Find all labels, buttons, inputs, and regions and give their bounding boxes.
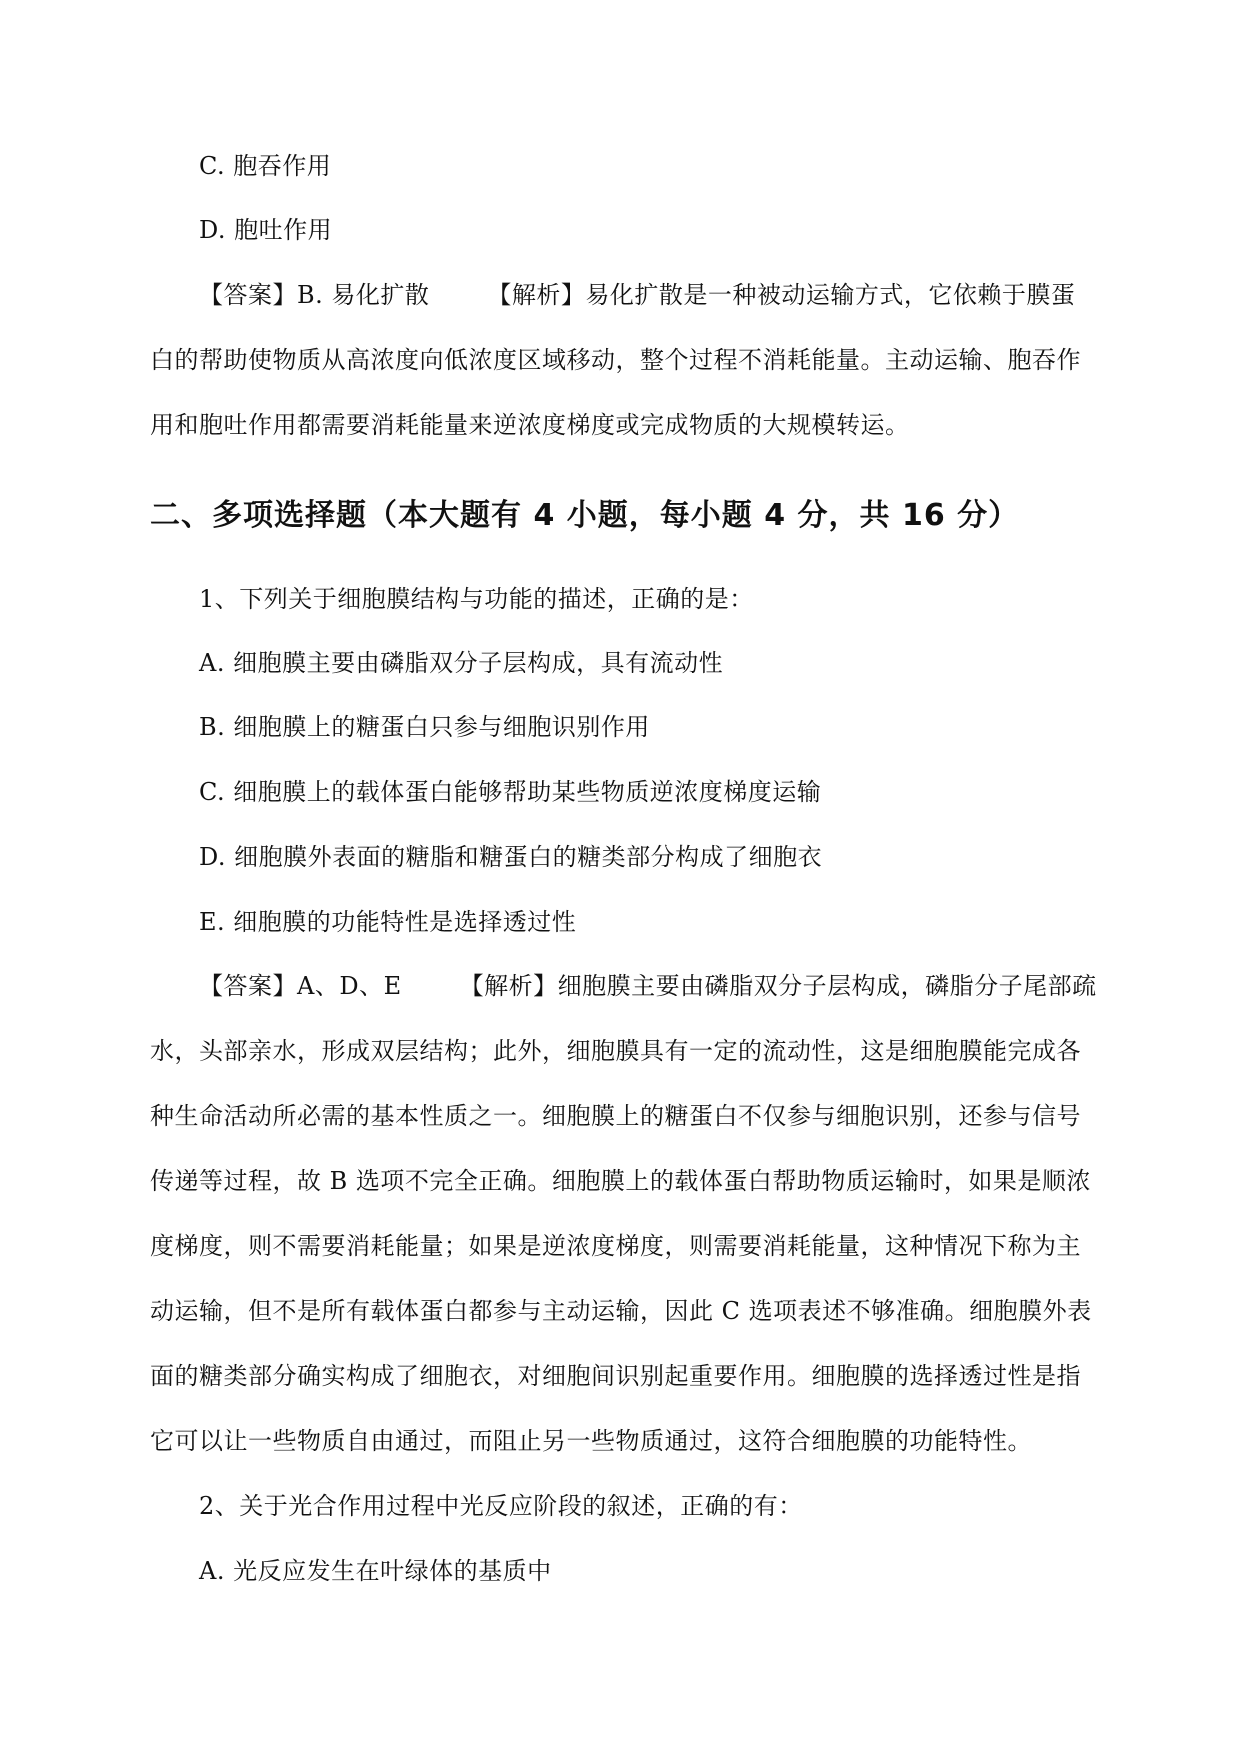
prev-option-d: D. 胞吐作用 bbox=[199, 216, 333, 244]
q1-option-d: D. 细胞膜外表面的糖脂和糖蛋白的糖类部分构成了细胞衣 bbox=[199, 843, 823, 871]
prev-answer-label: 【答案】B. 易化扩散 bbox=[199, 281, 430, 309]
q1-option-c: C. 细胞膜上的载体蛋白能够帮助某些物质逆浓度梯度运输 bbox=[199, 778, 822, 806]
prev-analysis-line-2: 白的帮助使物质从高浓度向低浓度区域移动，整个过程不消耗能量。主动运输、胞吞作 bbox=[150, 346, 1081, 374]
q1-analysis-line-8: 它可以让一些物质自由通过，而阻止另一些物质通过，这符合细胞膜的功能特性。 bbox=[150, 1427, 1032, 1455]
q1-analysis-line-3: 种生命活动所必需的基本性质之一。细胞膜上的糖蛋白不仅参与细胞识别，还参与信号 bbox=[150, 1102, 1081, 1130]
prev-option-c: C. 胞吞作用 bbox=[199, 152, 332, 180]
q1-option-e: E. 细胞膜的功能特性是选择透过性 bbox=[199, 908, 577, 936]
q1-analysis-line-2: 水，头部亲水，形成双层结构；此外，细胞膜具有一定的流动性，这是细胞膜能完成各 bbox=[150, 1037, 1081, 1065]
q1-answer-analysis bbox=[199, 970, 1139, 1002]
q1-analysis-line-5: 度梯度，则不需要消耗能量；如果是逆浓度梯度，则需要消耗能量，这种情况下称为主 bbox=[150, 1232, 1081, 1260]
prev-analysis-line-3: 用和胞吐作用都需要消耗能量来逆浓度梯度或完成物质的大规模转运。 bbox=[150, 411, 910, 439]
q1-stem: 1、下列关于细胞膜结构与功能的描述，正确的是： bbox=[199, 585, 754, 613]
q2-stem: 2、关于光合作用过程中光反应阶段的叙述，正确的有： bbox=[199, 1492, 803, 1520]
q1-option-a: A. 细胞膜主要由磷脂双分子层构成，具有流动性 bbox=[199, 649, 724, 677]
q1-analysis-line-6: 动运输，但不是所有载体蛋白都参与主动运输，因此 C 选项表述不够准确。细胞膜外表 bbox=[150, 1297, 1092, 1325]
prev-answer-analysis bbox=[199, 279, 1139, 311]
q1-answer-label: 【答案】A、D、E bbox=[199, 972, 402, 1000]
q1-analysis-line-1: 【解析】细胞膜主要由磷脂双分子层构成，磷脂分子尾部疏 bbox=[459, 972, 1097, 1000]
prev-analysis-line-1: 【解析】易化扩散是一种被动运输方式，它依赖于膜蛋 bbox=[487, 281, 1076, 309]
q1-option-b: B. 细胞膜上的糖蛋白只参与细胞识别作用 bbox=[199, 713, 650, 741]
q1-analysis-line-7: 面的糖类部分确实构成了细胞衣，对细胞间识别起重要作用。细胞膜的选择透过性是指 bbox=[150, 1362, 1081, 1390]
q2-option-a: A. 光反应发生在叶绿体的基质中 bbox=[199, 1557, 552, 1585]
q1-analysis-line-4: 传递等过程，故 B 选项不完全正确。细胞膜上的载体蛋白帮助物质运输时，如果是顺浓 bbox=[150, 1167, 1091, 1195]
section-title: 二、多项选择题（本大题有 4 小题，每小题 4 分，共 16 分） bbox=[150, 498, 1020, 533]
